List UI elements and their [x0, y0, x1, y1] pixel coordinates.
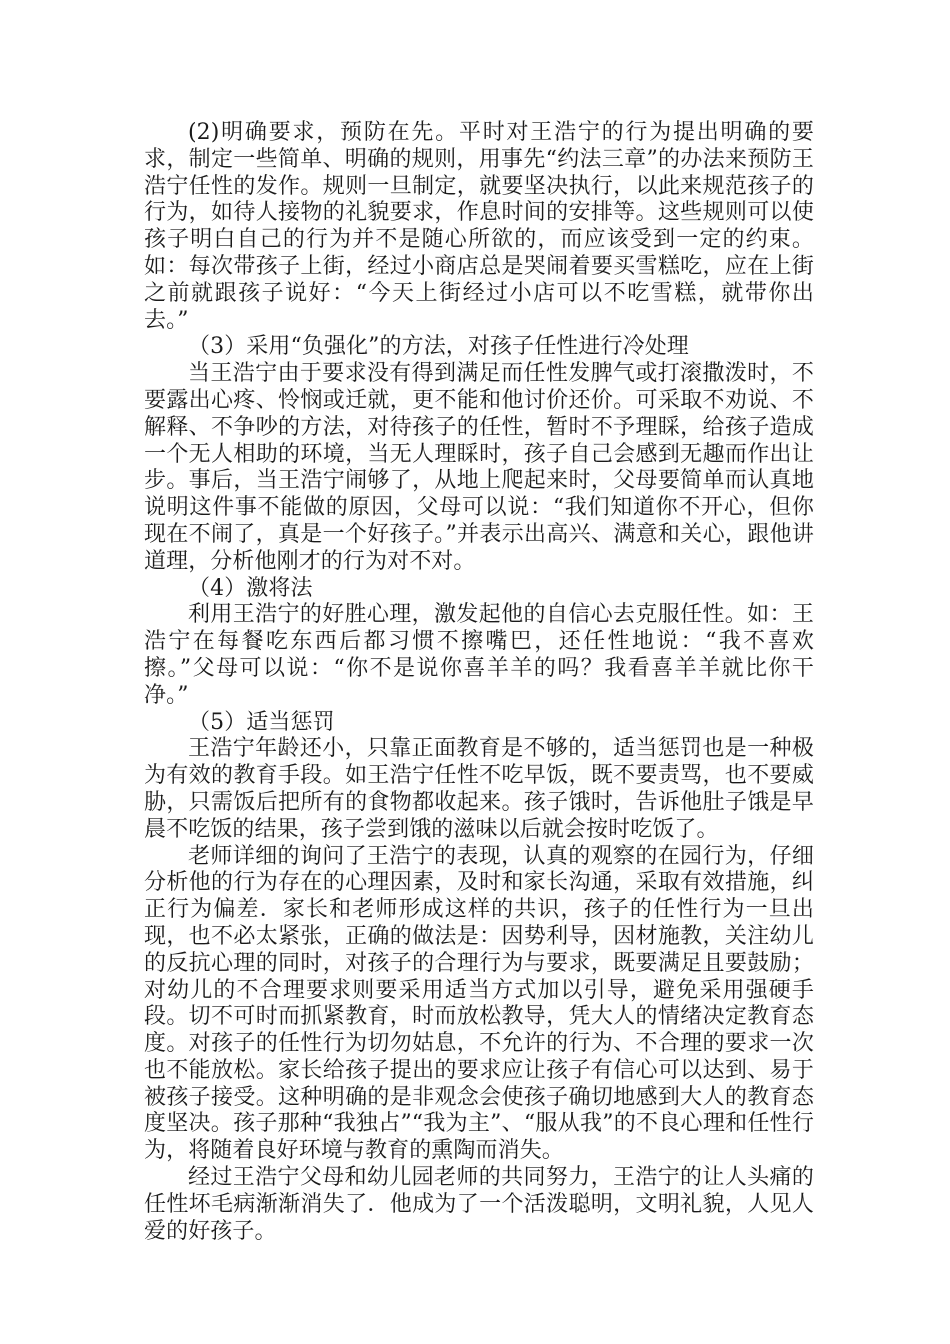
paragraph-punishment: 王浩宁年龄还小，只靠正面教育是不够的，适当惩罚也是一种极为有效的教育手段。如王浩宁任性不吃早饭，既不要责骂，也不要威胁，只需饭后把所有的食物都收起来。孩子饿时，告诉他肚子饿是早晨不吃饭的结果，孩子尝到饿的滋味以后就会按时吃饭了。	[144, 736, 814, 842]
paragraph-teacher-consensus: 老师详细的询问了王浩宁的表现，认真的观察的在园行为，仔细分析他的行为存在的心理因素，及时和家长沟通，采取有效措施，纠正行为偏差．家长和老师形成这样的共识，孩子的任性行为一旦出现，也不必太紧张，正确的做法是：因势利导，因材施教，关注幼儿的反抗心理的同时，对孩子的合理行为与要求，既要满足且要鼓励；对幼儿的不合理要求则要采用适当方式加以引导，避免采用强硬手段。切不可时而抓紧教育，时而放松教导，凭大人的情绪决定教育态度。对孩子的任性行为切勿姑息，不允许的行为、不合理的要求一次也不能放松。家长给孩子提出的要求应让孩子有信心可以达到、易于被孩子接受。这种明确的是非观念会使孩子确切地感到大人的教育态度坚决。孩子那种“我独占”“我为主”、“服从我”的不良心理和任性行为，将随着良好环境与教育的熏陶而消失。	[144, 843, 814, 1164]
paragraph-conclusion: 经过王浩宁父母和幼儿园老师的共同努力，王浩宁的让人头痛的任性坏毛病渐渐消失了．他成为了一个活泼聪明，文明礼貌，人见人爱的好孩子。	[144, 1165, 814, 1244]
heading-negative-reinforcement: （3）采用“负强化”的方法，对孩子任性进行冷处理	[188, 334, 689, 360]
heading-appropriate-punishment: （5）适当惩罚	[188, 709, 335, 735]
paragraph-provocation: 利用王浩宁的好胜心理，激发起他的自信心去克服任性。如：王浩宁在每餐吃东西后都习惯不擦嘴巴，还任性地说：“我不喜欢擦。”父母可以说：“你不是说你喜羊羊的吗？我看喜羊羊就比你干净。”	[144, 602, 814, 708]
heading-provocation-method: （4）激将法	[188, 575, 313, 601]
document-page	[144, 120, 814, 1245]
paragraph-cold-treatment: 当王浩宁由于要求没有得到满足而任性发脾气或打滚撒泼时，不要露出心疼、怜悯或迁就，更不能和他讨价还价。可采取不劝说、不解释、不争吵的方法，对待孩子的任性，暂时不予理睬，给孩子造成一个无人相助的环境，当无人理睬时，孩子自己会感到无趣而作出让步。事后，当王浩宁闹够了，从地上爬起来时，父母要简单而认真地说明这件事不能做的原因，父母可以说：“我们知道你不开心，但你现在不闹了，真是一个好孩子。”并表示出高兴、满意和关心，跟他讲道理，分析他刚才的行为对不对。	[144, 361, 814, 574]
paragraph-clear-rules: (2)明确要求，预防在先。平时对王浩宁的行为提出明确的要求，制定一些简单、明确的规则，用事先“约法三章”的办法来预防王浩宁任性的发作。规则一旦制定，就要坚决执行，以此来规范孩子的行为，如待人接物的礼貌要求，作息时间的安排等。这些规则可以使孩子明白自己的行为并不是随心所欲的，而应该受到一定的约束。如：每次带孩子上街，经过小商店总是哭闹着要买雪糕吃，应在上街之前就跟孩子说好：“今天上街经过小店可以不吃雪糕，就带你出去。”	[144, 120, 814, 333]
